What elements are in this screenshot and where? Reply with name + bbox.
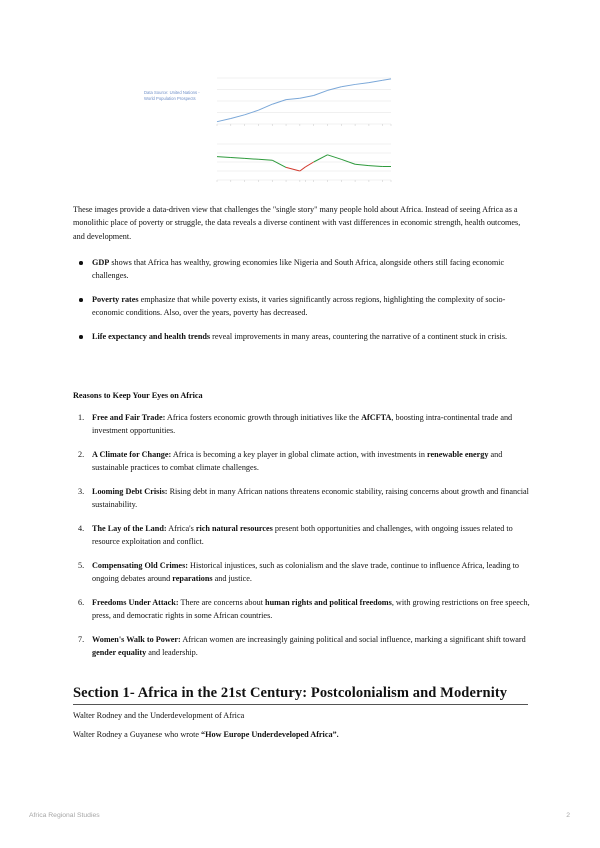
bullet-icon <box>79 298 83 302</box>
bullet-icon <box>79 335 83 339</box>
item-bold: gender equality <box>92 648 147 658</box>
series-line-segment <box>327 87 341 91</box>
bullet-bold: Poverty rates <box>92 295 139 305</box>
item-text: Rising debt in many African nations threatens economic stability, raising concerns about growth and financial sustainability. <box>92 486 529 510</box>
item-title: Freedoms Under Attack: <box>92 597 179 607</box>
series-line-segment <box>272 160 286 167</box>
item-title: A Climate for Change: <box>92 449 172 459</box>
series-line-segment <box>258 104 272 110</box>
bullet-bold: Life expectancy and health trends <box>92 332 211 342</box>
section-line <box>73 729 339 741</box>
bullet-text: emphasize that while poverty exists, it varies significantly across regions, highlighting the complexity of socio-economic conditions. Also, over the years, poverty has decreased. <box>92 295 506 318</box>
list-item <box>73 330 533 343</box>
bullet-text: reveal improvements in many areas, countering the narrative of a continent stuck in crisis. <box>210 332 508 342</box>
series-line-segment <box>327 155 341 160</box>
item-text: and justice. <box>212 574 252 584</box>
series-line-segment <box>355 164 369 165</box>
series-line-segment <box>355 83 369 85</box>
series-line-segment <box>231 158 245 159</box>
book-title: “How Europe Underdeveloped Africa”. <box>201 730 339 739</box>
item-number: 1. <box>78 413 85 422</box>
series-line-segment <box>341 84 355 86</box>
bullet-icon <box>79 261 83 265</box>
page-number: 2 <box>566 812 570 819</box>
list-item <box>73 633 533 660</box>
item-bold: human rights and political freedoms <box>265 597 392 607</box>
bullet-bold: GDP <box>92 258 110 267</box>
list-item <box>73 559 533 586</box>
list-item <box>73 596 533 623</box>
item-title: Free and Fair Trade: <box>92 413 166 422</box>
series-line-segment <box>369 166 383 167</box>
series-line-segment <box>305 162 313 167</box>
item-title: Looming Debt Crisis: <box>92 486 168 496</box>
item-bold: rich natural resources <box>195 523 273 533</box>
chart-population <box>205 72 395 132</box>
list-item <box>73 411 533 438</box>
series-line-segment <box>314 155 328 162</box>
item-text: and leadership. <box>146 648 198 658</box>
item-text: Africa's <box>166 523 196 533</box>
figure-caption: Data Source: United Nations - World Population Prospects <box>144 90 200 101</box>
section-subtitle: Walter Rodney and the Underdevelopment of Africa <box>73 711 245 720</box>
bullet-text: shows that Africa has wealthy, growing economies like Nigeria and South Africa, alongside others still facing economic challenges. <box>92 258 505 281</box>
series-line-segment <box>286 98 300 99</box>
footer-title: Africa Regional Studies <box>29 812 100 819</box>
series-line-segment <box>369 80 383 82</box>
section-line-text: Walter Rodney a Guyanese who wrote <box>73 730 202 739</box>
item-title: The Lay of the Land: <box>92 523 167 533</box>
item-number: 6. <box>78 597 85 607</box>
item-bold: AfCFTA <box>361 413 392 422</box>
item-text: , with growing restrictions on free speech, press, and democratic rights in some African countries. <box>92 597 530 621</box>
item-text: Africa is becoming a key player in global climate action, with investments in <box>171 449 428 459</box>
list-item <box>73 448 533 475</box>
series-line-segment <box>300 167 306 171</box>
item-text: present both opportunities and challenges, with ongoing issues related to resource exploitation and conflict. <box>92 523 513 547</box>
item-title: Women's Walk to Power: <box>92 634 181 644</box>
series-line-segment <box>245 158 259 159</box>
list-item <box>73 256 533 283</box>
item-number: 7. <box>78 634 85 644</box>
section-title: Section 1- Africa in the 21st Century: Postcolonialism and Modernity <box>73 683 528 705</box>
list-item <box>73 293 533 320</box>
item-number: 5. <box>78 560 85 570</box>
reasons-list <box>73 411 533 670</box>
item-number: 4. <box>78 523 85 533</box>
series-line-segment <box>272 100 286 105</box>
item-bold: renewable energy <box>427 449 489 459</box>
series-line-segment <box>383 79 391 80</box>
series-line-segment <box>258 159 272 160</box>
series-line-segment <box>286 167 300 171</box>
list-item <box>73 522 533 549</box>
series-line-segment <box>231 115 245 119</box>
list-item <box>73 485 533 512</box>
item-text: , boosting intra-continental trade and investment opportunities. <box>92 413 513 436</box>
item-title: Compensating Old Crimes: <box>92 560 188 570</box>
item-text: Africa fosters economic growth through initiatives like the <box>165 413 362 422</box>
series-line-segment <box>217 118 231 121</box>
key-points-list <box>73 256 533 354</box>
item-text: African women are increasingly gaining political and social influence, marking a significant shift toward <box>180 634 526 644</box>
item-text: Historical injustices, such as colonialism and the slave trade, continue to influence Africa, leading to ongoing debates around <box>92 560 520 584</box>
item-text: and sustainable practices to combat climate challenges. <box>92 449 503 473</box>
reasons-heading: Reasons to Keep Your Eyes on Africa <box>73 391 203 400</box>
series-line-segment <box>217 157 231 158</box>
item-text: There are concerns about <box>178 597 266 607</box>
item-number: 3. <box>78 486 85 496</box>
intro-paragraph: These images provide a data-driven view that challenges the "single story" many people hold about Africa. Instead of seeing Africa as a monolithic place of poverty or struggle, the data reveals a diverse continent with vast differences in economic strength, health outcomes, and development. <box>73 205 521 241</box>
item-bold: reparations <box>172 574 213 584</box>
series-line-segment <box>300 95 314 98</box>
item-number: 2. <box>78 449 85 459</box>
series-line-segment <box>314 90 328 95</box>
chart-growth <box>205 138 395 188</box>
